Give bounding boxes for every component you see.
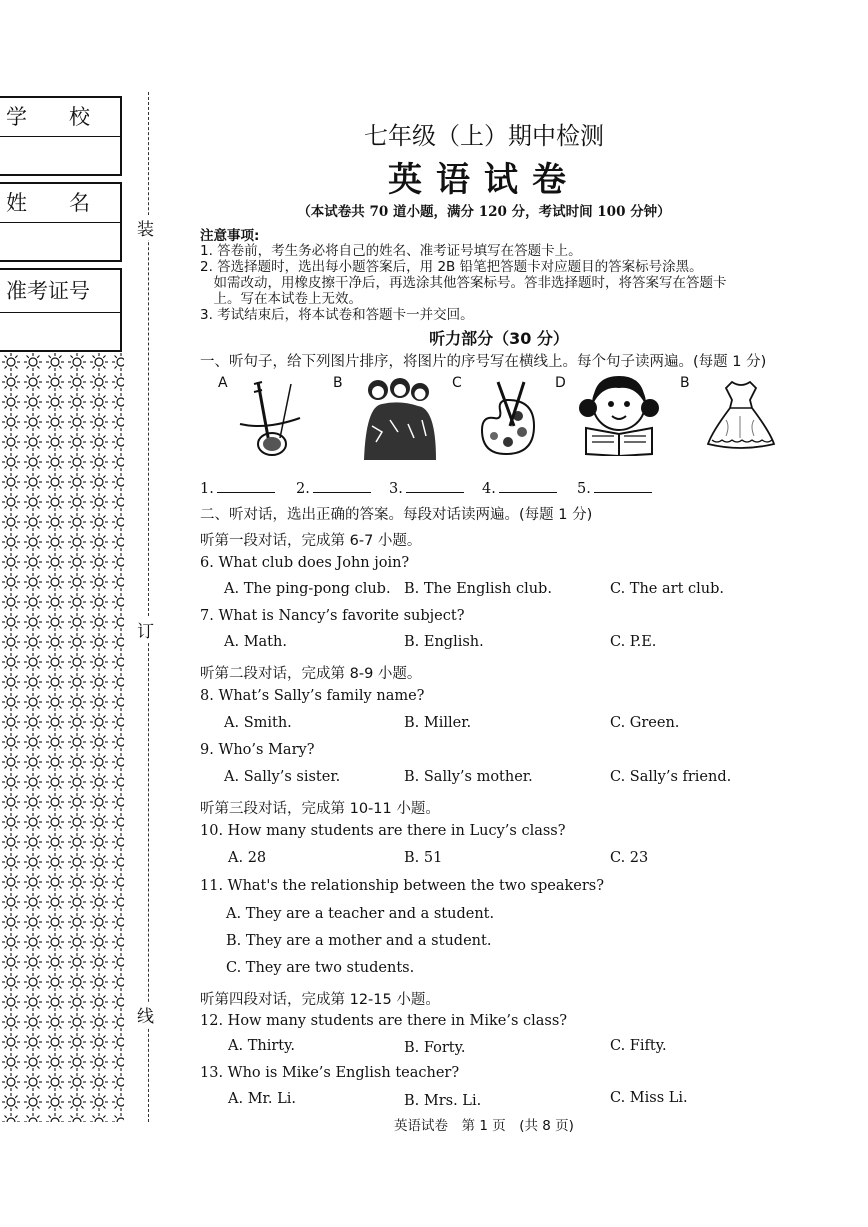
answer-blank-3[interactable] [389, 480, 464, 497]
option-13a[interactable]: A. Mr. Li. [228, 1091, 296, 1107]
question-8: 8. What’s Sally’s family name? [200, 688, 425, 704]
option-12c[interactable]: C. Fifty. [610, 1038, 667, 1054]
girl-reading-icon [576, 370, 662, 460]
answer-blank-number: 3. [389, 481, 403, 497]
question-9: 9. Who’s Mary? [200, 742, 315, 758]
notes-heading: 注意事项: [200, 228, 260, 244]
option-10b[interactable]: B. 51 [404, 850, 443, 866]
option-7b[interactable]: B. English. [404, 634, 484, 650]
exam-subject-title: 英语试卷 [388, 160, 580, 200]
option-9a[interactable]: A. Sally’s sister. [224, 769, 341, 785]
notes-line-4: 上。写在本试卷上无效。 [200, 291, 362, 307]
option-8b[interactable]: B. Miller. [404, 715, 472, 731]
notes-line-5: 3. 考试结束后，将本试卷和答题卡一并交回。 [200, 307, 474, 323]
option-7a[interactable]: A. Math. [224, 634, 287, 650]
picture-label-c: C [452, 375, 462, 391]
exam-grade-title: 七年级（上）期中检测 [364, 122, 604, 150]
question-11: 11. What's the relationship between the two speakers? [200, 878, 605, 894]
question-13: 13. Who is Mike’s English teacher? [200, 1065, 460, 1081]
part1-instruction: 一、听句子，给下列图片排序，将图片的序号写在横线上。每个句子读两遍。(每题 1 分) [200, 354, 767, 370]
dialog-intro-2: 听第二段对话，完成第 8-9 小题。 [200, 666, 422, 682]
name-label: 姓 名 [0, 184, 120, 223]
option-12a[interactable]: A. Thirty. [228, 1038, 295, 1054]
picture-label-e: B [680, 375, 690, 391]
dialog-intro-1: 听第一段对话，完成第 6-7 小题。 [200, 533, 422, 549]
option-13b[interactable]: B. Mrs. Li. [404, 1093, 482, 1109]
question-6: 6. What club does John join? [200, 555, 410, 571]
binding-char-ding: 订 [137, 617, 154, 642]
option-9b[interactable]: B. Sally’s mother. [404, 769, 533, 785]
picture-label-b: B [333, 375, 343, 391]
page-footer: 英语试卷 第 1 页 (共 8 页) [394, 1118, 574, 1134]
option-6a[interactable]: A. The ping-pong club. [224, 581, 391, 597]
dress-icon [706, 378, 776, 454]
question-7: 7. What is Nancy’s favorite subject? [200, 608, 465, 624]
option-8c[interactable]: C. Green. [610, 715, 680, 731]
answer-blank-2[interactable] [296, 480, 371, 497]
binding-dashed-line [148, 92, 149, 1122]
school-label: 学 校 [0, 98, 120, 137]
option-11b[interactable]: B. They are a mother and a student. [226, 933, 492, 949]
picture-label-d: D [555, 375, 566, 391]
answer-blank-5[interactable] [577, 480, 652, 497]
children-group-icon [360, 376, 440, 464]
sun-pattern-decoration [0, 352, 124, 1122]
notes-line-1: 1. 答卷前，考生务必将自己的姓名、准考证号填写在答题卡上。 [200, 243, 582, 259]
erhu-icon [236, 378, 306, 464]
option-11c[interactable]: C. They are two students. [226, 960, 415, 976]
dialog-intro-3: 听第三段对话，完成第 10-11 小题。 [200, 801, 440, 817]
option-12b[interactable]: B. Forty. [404, 1040, 466, 1056]
answer-blank-number: 5. [577, 481, 591, 497]
option-6c[interactable]: C. The art club. [610, 581, 724, 597]
exam-id-label: 准考证号 [0, 270, 120, 313]
part2-instruction: 二、听对话，选出正确的答案。每段对话读两遍。(每题 1 分) [200, 507, 593, 523]
option-13c[interactable]: C. Miss Li. [610, 1090, 688, 1106]
option-11a[interactable]: A. They are a teacher and a student. [226, 906, 495, 922]
exam-subtitle: （本试卷共 70 道小题，满分 120 分，考试时间 100 分钟） [297, 204, 671, 220]
dialog-intro-4: 听第四段对话，完成第 12-15 小题。 [200, 992, 440, 1008]
option-8a[interactable]: A. Smith. [224, 715, 292, 731]
answer-blank-number: 1. [200, 481, 214, 497]
question-10: 10. How many students are there in Lucy’s class? [200, 823, 566, 839]
answer-blank-number: 2. [296, 481, 310, 497]
picture-label-a: A [218, 375, 228, 391]
option-10a[interactable]: A. 28 [228, 850, 267, 866]
option-9c[interactable]: C. Sally’s friend. [610, 769, 732, 785]
paint-palette-icon [478, 380, 538, 462]
binding-char-xian: 线 [137, 1002, 154, 1027]
listening-heading: 听力部分（30 分） [429, 329, 569, 348]
notes-line-2: 2. 答选择题时，选出每小题答案后，用 2B 铅笔把答题卡对应题目的答案标号涂黑。 [200, 259, 703, 275]
answer-blank-4[interactable] [482, 480, 557, 497]
notes-line-3: 如需改动，用橡皮擦干净后，再选涂其他答案标号。答非选择题时，将答案写在答题卡 [200, 275, 727, 291]
answer-blank-1[interactable] [200, 480, 275, 497]
question-12: 12. How many students are there in Mike’s class? [200, 1013, 568, 1029]
option-6b[interactable]: B. The English club. [404, 581, 552, 597]
option-7c[interactable]: C. P.E. [610, 634, 657, 650]
answer-blank-number: 4. [482, 481, 496, 497]
binding-char-zhuang: 装 [137, 215, 154, 240]
option-10c[interactable]: C. 23 [610, 850, 649, 866]
